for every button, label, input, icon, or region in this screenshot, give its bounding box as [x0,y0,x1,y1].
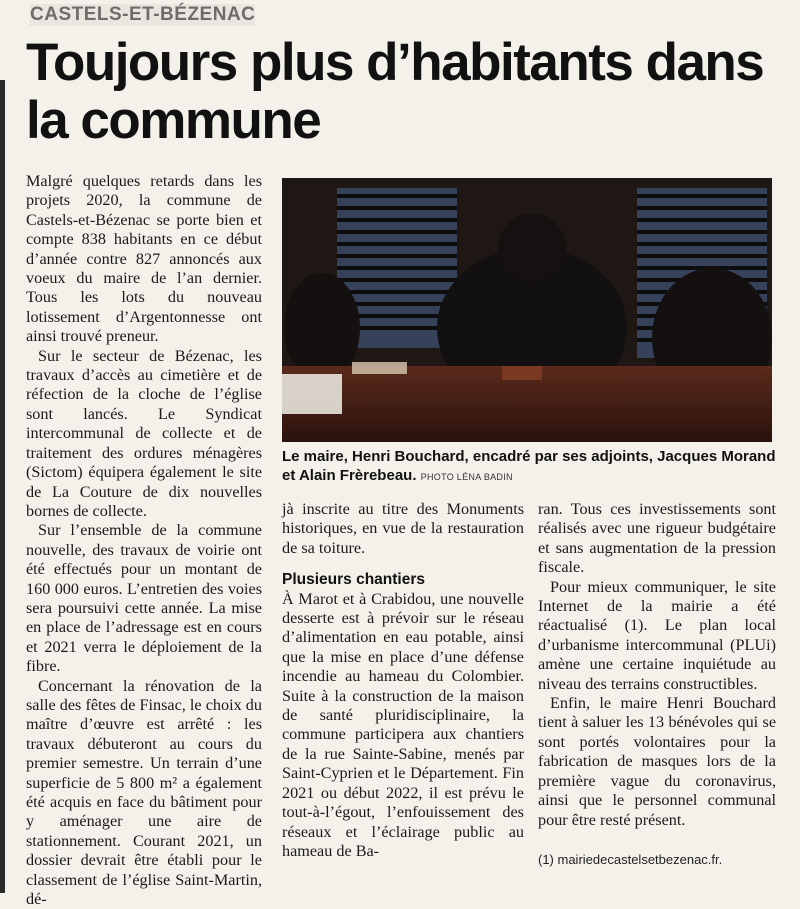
photo-credit: PHOTO LÉNA BADIN [420,472,513,482]
paragraph: Sur le secteur de Bézenac, les travaux d’accès au cimetière et de réfection de la cloche de l’église sont lancés. Le Syndicat intercommunal de collecte et de traitement des ordures ménagères (Sictom) équipera également le site de La Couture de dix nouvelles bornes de collecte. [26,346,262,520]
article-headline: Toujours plus d’habitants dans la commune [26,33,764,150]
paragraph: Concernant la rénovation de la salle des fêtes de Finsac, le choix du maître d’œuvre est arrêté : les travaux débuteront au cours du premier semestre. Un terrain d’une superficie de 5 800 m² a également été acquis en face du bâtiment pour y aménager une aire de stationnement. Courant 2021, un dossier devrait être établi pour le classement de l’église Saint-Martin, dé- [26,676,262,909]
paragraph: jà inscrite au titre des Monuments historiques, en vue de la restauration de sa toiture. [282,500,524,557]
footnote: (1) mairiedecastelsetbezenac.fr. [538,852,723,867]
paragraph: Malgré quelques retards dans les projets 2020, la commune de Castels-et-Bézenac se porte bien et compte 838 habitants en ce début d’année contre 827 annoncés aux voeux du maire de l’an dernier. Tous les lots du nouveau lotissement d’Argentonnesse ont ainsi trouvé preneur. [26,172,262,346]
article-column-3 [538,500,776,830]
paragraph: Enfin, le maire Henri Bouchard tient à saluer les 13 bénévoles qui se sont portés volontaires pour la fabrication de masques lors de la première vague du coronavirus, ainsi que le personnel communal pour être resté présent. [538,694,776,829]
paragraph: ran. Tous ces investissements sont réalisés avec une rigueur budgétaire et sans augmentation de la pression fiscale. [538,500,776,577]
article-subhead: Plusieurs chantiers [282,571,426,589]
paragraph: Sur l’ensemble de la commune nouvelle, des travaux de voirie ont été effectués pour un montant de 160 000 euros. L’entretien des voies sera poursuivi cette année. La mise en place de l’adressage est en cours et 2021 verra le déploiement de la fibre. [26,521,262,676]
article-column-2 [282,500,524,861]
section-kicker: CASTELS-ET-BÉZENAC [30,4,256,25]
article-column-1 [26,172,262,909]
page-edge-shadow [0,80,5,893]
photo-image [282,178,772,442]
photo-caption [282,447,782,487]
paragraph: À Marot et à Crabidou, une nouvelle desserte est à prévoir sur le réseau d’alimentation en eau potable, ainsi que la mise en place d’une défense incendie au hameau du Colombier. Suite à la construction de la maison de santé pluridisciplinaire, la commune participera aux chantiers de la rue Sainte-Sabine, menés par Saint-Cyprien et le Département. Fin 2021 ou début 2022, il est prévu le tout-à-l’égout, l’enfouissement des réseaux et l’éclairage public au hameau de Ba- [282,589,524,860]
caption-text: Le maire, Henri Bouchard, encadré par ses adjoints, Jacques Morand et Alain Frèrebeau. [282,448,776,484]
paragraph: Pour mieux communiquer, le site Internet de la mairie a été réactualisé (1). Le plan local d’urbanisme intercommunal (PLUi) amène une certaine inquiétude au niveau des terrains constructibles. [538,577,776,693]
article-photo [282,178,772,442]
